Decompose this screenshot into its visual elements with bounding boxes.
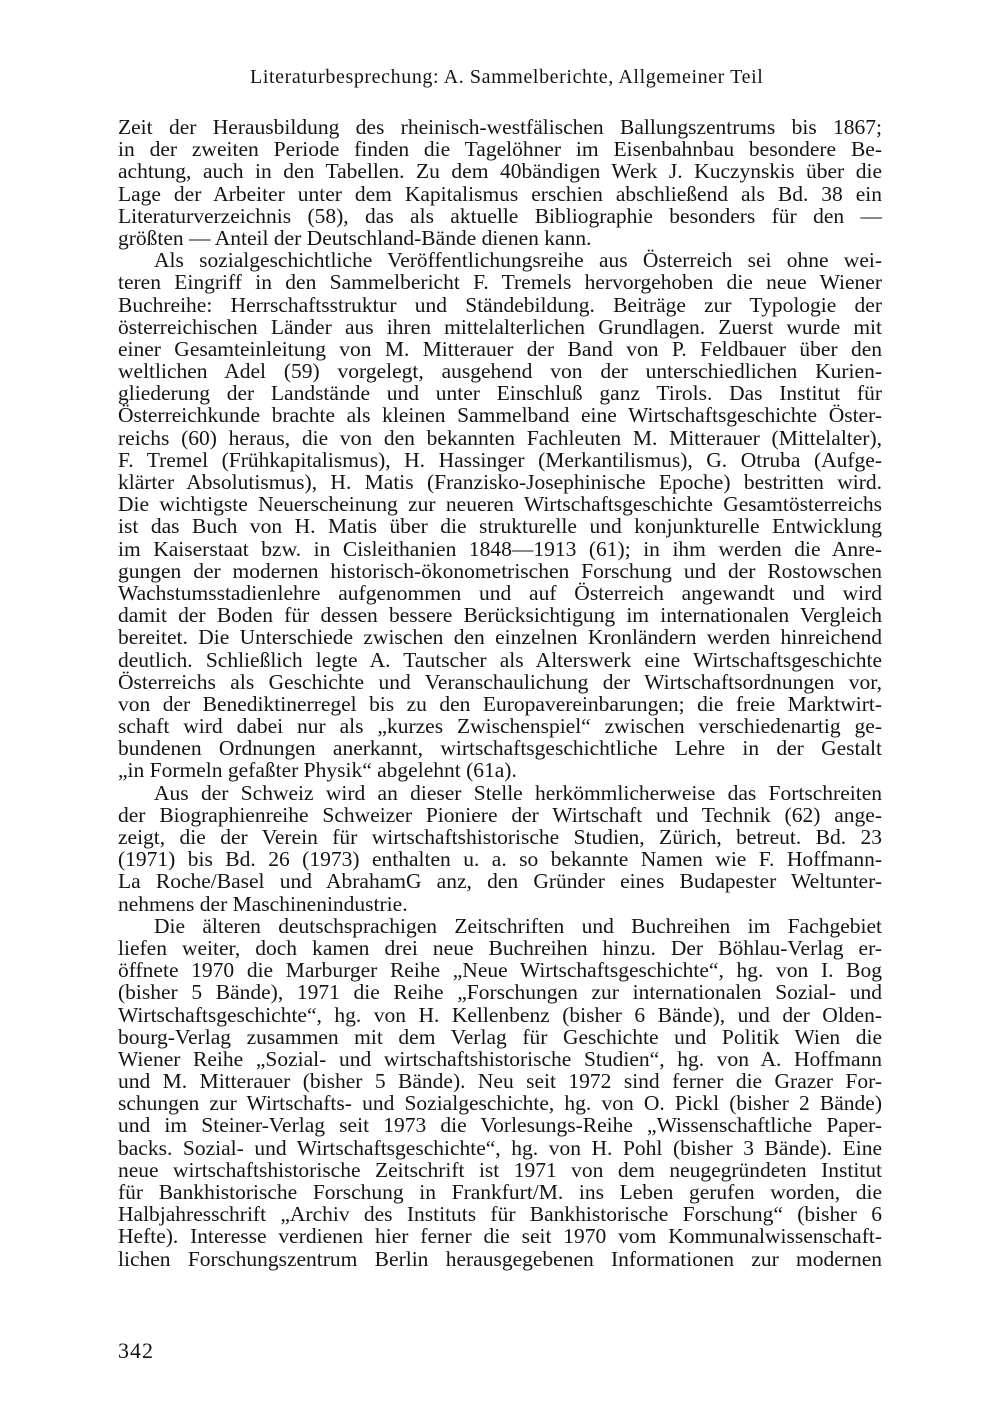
text-line: Halbjahresschrift „Archiv des Instituts für Bankhistorische Forschung“ (bisher 6	[118, 1202, 882, 1227]
text-line: schungen zur Wirtschafts- und Sozialgeschichte, hg. von O. Pickl (bisher 2 Bände)	[118, 1091, 882, 1116]
paragraph	[118, 116, 882, 249]
text-line: deutlich. Schließlich legte A. Tautscher als Alterswerk eine Wirtschaftsgeschichte	[118, 647, 882, 672]
text-line: einer Gesamteinleitung von M. Mitterauer der Band von P. Feldbauer über den	[118, 336, 882, 361]
text-line: „in Formeln gefaßter Physik“ abgelehnt (61a).	[118, 758, 517, 783]
text-line: bundenen Ordnungen anerkannt, wirtschaftsgeschichtliche Lehre in der Gestalt	[118, 736, 882, 761]
text-line: zeigt, die der Verein für wirtschaftshistorische Studien, Zürich, betreut. Bd. 23	[118, 825, 882, 849]
text-line: im Kaiserstaat bzw. in Cisleithanien 1848—1913 (61); in ihm werden die Anre-	[118, 536, 882, 561]
text-line: österreichischen Länder aus ihren mittelalterlichen Grundlagen. Zuerst wurde mit	[118, 314, 882, 339]
text-line: für Bankhistorische Forschung in Frankfurt/M. ins Leben gerufen worden, die	[118, 1180, 882, 1204]
text-line: teren Eingriff in den Sammelbericht F. Tremels hervorgehoben die neue Wiener	[118, 270, 882, 295]
text-line: ist das Buch von H. Matis über die strukturelle und konjunkturelle Entwicklung	[118, 514, 882, 539]
text-line: Literaturverzeichnis (58), das als aktuelle Bibliographie besonders für den —	[118, 203, 882, 228]
text-line: schaft wird dabei nur als „kurzes Zwischenspiel“ zwischen verschiedenartig ge-	[118, 714, 882, 739]
text-line: von der Benediktinerregel bis zu den Europavereinbarungen; die freie Marktwirt-	[118, 691, 882, 716]
text-line: größten — Anteil der Deutschland-Bände dienen kann.	[118, 225, 592, 250]
text-line: und M. Mitterauer (bisher 5 Bände). Neu seit 1972 sind ferner die Grazer For-	[118, 1069, 882, 1094]
text-line: in der zweiten Periode finden die Tagelöhner im Eisenbahnbau besondere Be-	[118, 137, 882, 162]
text-line: nehmens der Maschinenindustrie.	[118, 891, 408, 916]
running-head: Literaturbesprechung: A. Sammelberichte, Allgemeiner Teil	[250, 66, 764, 88]
text-line: gungen der modernen historisch-ökonometrischen Forschung und der Rostowschen	[118, 558, 882, 583]
text-line: Aus der Schweiz wird an dieser Stelle herkömmlicherweise das Fortschreiten	[154, 780, 882, 805]
text-line: gliederung der Landstände und unter Einschluß ganz Tirols. Das Institut für	[118, 381, 882, 406]
text-line: (bisher 5 Bände), 1971 die Reihe „Forschungen zur internationalen Sozial- und	[118, 980, 882, 1005]
text-line: lichen Forschungszentrum Berlin herausgegebenen Informationen zur modernen	[118, 1246, 882, 1271]
paragraph	[118, 782, 882, 915]
page-number: 342	[118, 1338, 154, 1363]
text-line: Lage der Arbeiter unter dem Kapitalismus erschien abschließend als Bd. 38 ein	[118, 181, 882, 206]
text-line: neue wirtschaftshistorische Zeitschrift ist 1971 von dem neugegründeten Institut	[118, 1157, 882, 1182]
text-line: öffnete 1970 die Marburger Reihe „Neue Wirtschaftsgeschichte“, hg. von I. Bog	[118, 958, 882, 983]
text-line: Wirtschaftsgeschichte“, hg. von H. Kellenbenz (bisher 6 Bände), und der Olden-	[118, 1002, 882, 1027]
text-line: Österreichs als Geschichte und Veranschaulichung der Wirtschaftsordnungen vor,	[118, 669, 882, 694]
text-line: der Biographienreihe Schweizer Pioniere der Wirtschaft und Technik (62) ange-	[118, 802, 882, 827]
text-line: reichs (60) heraus, die von den bekannten Fachleuten M. Mitterauer (Mittelalter),	[118, 425, 882, 450]
text-line: liefen weiter, doch kamen drei neue Buchreihen hinzu. Der Böhlau-Verlag er-	[118, 935, 882, 960]
text-line: Die älteren deutschsprachigen Zeitschriften und Buchreihen im Fachgebiet	[154, 913, 882, 938]
text-line: backs. Sozial- und Wirtschaftsgeschichte“, hg. von H. Pohl (bisher 3 Bände). Eine	[118, 1135, 882, 1160]
text-line: klärter Absolutismus), H. Matis (Franzisko-Josephinische Epoche) bestritten wird.	[118, 470, 882, 494]
text-line: F. Tremel (Frühkapitalismus), H. Hassinger (Merkantilismus), G. Otruba (Aufge-	[118, 447, 882, 472]
text-line: Die wichtigste Neuerscheinung zur neueren Wirtschaftsgeschichte Gesamtösterreichs	[118, 492, 882, 517]
text-line: damit der Boden für dessen bessere Berücksichtigung im internationalen Vergleich	[118, 603, 882, 628]
text-line: Zeit der Herausbildung des rheinisch-westfälischen Ballungszentrums bis 1867;	[118, 115, 882, 139]
text-line: (1971) bis Bd. 26 (1973) enthalten u. a. so bekannte Namen wie F. Hoffmann-	[118, 847, 882, 872]
text-line: und im Steiner-Verlag seit 1973 die Vorlesungs-Reihe „Wissenschaftliche Paper-	[118, 1113, 882, 1138]
text-line: La Roche/Basel und AbrahamG anz, den Gründer eines Budapester Weltunter-	[118, 869, 882, 894]
text-line: Buchreihe: Herrschaftsstruktur und Ständebildung. Beiträge zur Typologie der	[118, 292, 882, 317]
text-line: Wiener Reihe „Sozial- und wirtschaftshistorische Studien“, hg. von A. Hoffmann	[118, 1046, 882, 1071]
text-line: achtung, auch in den Tabellen. Zu dem 40bändigen Werk J. Kuczynskis über die	[118, 159, 882, 184]
text-line: bourg-Verlag zusammen mit dem Verlag für Geschichte und Politik Wien die	[118, 1024, 882, 1049]
text-line: weltlichen Adel (59) vorgelegt, ausgehend von der unterschiedlichen Kurien-	[118, 359, 882, 384]
text-line: bereitet. Die Unterschiede zwischen den einzelnen Kronländern werden hinreichend	[118, 625, 882, 650]
text-line: Als sozialgeschichtliche Veröffentlichungsreihe aus Österreich sei ohne wei-	[154, 248, 882, 273]
text-line: Wachstumsstadienlehre aufgenommen und auf Österreich angewandt und wird	[118, 580, 882, 605]
body-text	[118, 116, 882, 1270]
text-line: Hefte). Interesse verdienen hier ferner die seit 1970 vom Kommunalwissenschaft-	[118, 1224, 882, 1249]
text-line: Österreichkunde brachte als kleinen Sammelband eine Wirtschaftsgeschichte Öster-	[118, 403, 882, 428]
paragraph	[118, 249, 882, 782]
paragraph	[118, 915, 882, 1270]
